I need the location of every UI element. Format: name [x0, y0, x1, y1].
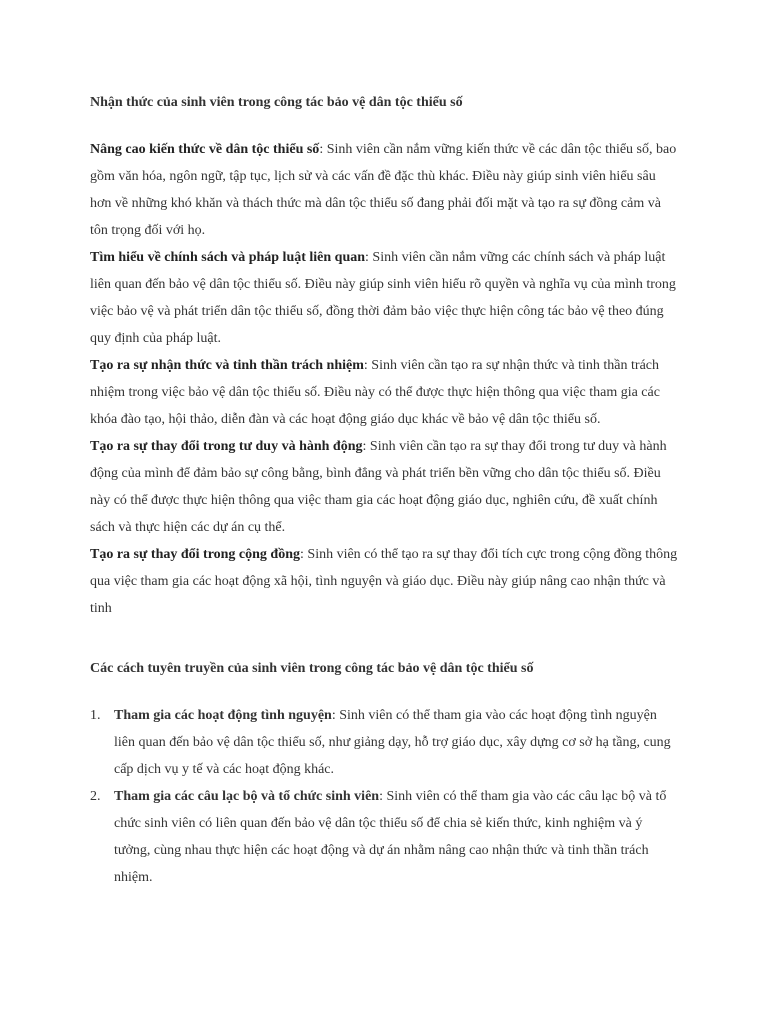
- paragraph-term: Nâng cao kiến thức về dân tộc thiểu số: [90, 142, 320, 157]
- section-title: Các cách tuyên truyền của sinh viên trong công tác bảo vệ dân tộc thiểu số: [90, 661, 534, 676]
- paragraph-term: Tìm hiểu về chính sách và pháp luật liên quan: [90, 250, 366, 265]
- paragraph: [90, 136, 680, 244]
- list-item-number: 1.: [90, 708, 101, 723]
- paragraph-text: : Sinh viên cần nắm vững kiến thức về các dân tộc thiểu số, bao gồm văn hóa, ngôn ngữ, tập tục, lịch sử và các vấn đề đặc thù khác. Điều này giúp sinh viên hiểu sâu hơn về những khó khăn và thách thức mà dân tộc thiểu số đang phải đối mặt và tạo ra sự đồng cảm và tôn trọng đối với họ.: [90, 142, 677, 238]
- list-item: [90, 702, 680, 783]
- paragraph: [90, 541, 680, 622]
- document-page: [90, 92, 680, 891]
- paragraph-text: : Sinh viên cần nắm vững các chính sách và pháp luật liên quan đến bảo vệ dân tộc thiểu số. Điều này giúp sinh viên hiểu rõ quyền và nghĩa vụ của mình trong việc bảo vệ và phát triển dân tộc thiểu số, đồng thời đảm bảo việc thực hiện công tác bảo vệ theo đúng quy định của pháp luật.: [90, 250, 676, 346]
- paragraph: [90, 352, 680, 433]
- list-item-term: Tham gia các hoạt động tình nguyện: [114, 708, 332, 723]
- section-title: Nhận thức của sinh viên trong công tác bảo vệ dân tộc thiểu số: [90, 95, 463, 110]
- numbered-list: [90, 702, 680, 891]
- paragraph-term: Tạo ra sự thay đổi trong tư duy và hành động: [90, 439, 363, 454]
- list-item-number: 2.: [90, 789, 101, 804]
- paragraph-text: : Sinh viên cần tạo ra sự nhận thức và tinh thần trách nhiệm trong việc bảo vệ dân tộc thiểu số. Điều này có thể được thực hiện thông qua việc tham gia các khóa đào tạo, hội thảo, diễn đàn và các hoạt động giáo dục khác về bảo vệ dân tộc thiểu số.: [90, 358, 660, 427]
- list-item-term: Tham gia các câu lạc bộ và tổ chức sinh viên: [114, 789, 380, 804]
- list-item-text: : Sinh viên có thể tham gia vào các hoạt động tình nguyện liên quan đến bảo vệ dân tộc thiểu số, như giảng dạy, hỗ trợ giáo dục, xây dựng cơ sở hạ tầng, cung cấp dịch vụ y tế và các hoạt động khác.: [114, 708, 671, 777]
- paragraph-term: Tạo ra sự nhận thức và tinh thần trách nhiệm: [90, 358, 364, 373]
- paragraph: [90, 244, 680, 352]
- paragraph-text: : Sinh viên có thể tạo ra sự thay đổi tích cực trong cộng đồng thông qua việc tham gia các hoạt động xã hội, tình nguyện và giáo dục. Điều này giúp nâng cao nhận thức và tinh: [90, 547, 678, 616]
- list-item-text: : Sinh viên có thể tham gia vào các câu lạc bộ và tổ chức sinh viên có liên quan đến bảo vệ dân tộc thiểu số để chia sẻ kiến thức, kinh nghiệm và ý tưởng, cùng nhau thực hiện các hoạt động và dự án nhằm nâng cao nhận thức và tinh thần trách nhiệm.: [114, 789, 667, 885]
- paragraph-term: Tạo ra sự thay đổi trong cộng đồng: [90, 547, 301, 562]
- paragraph: [90, 433, 680, 541]
- list-item: [90, 783, 680, 891]
- section-gap: [90, 622, 680, 658]
- paragraph-text: : Sinh viên cần tạo ra sự thay đổi trong tư duy và hành động của mình để đảm bảo sự công bằng, bình đẳng và phát triển bền vững cho dân tộc thiểu số. Điều này có thể được thực hiện thông qua việc tham gia các hoạt động giáo dục, nghiên cứu, đề xuất chính sách và thực hiện các dự án cụ thể.: [90, 439, 667, 535]
